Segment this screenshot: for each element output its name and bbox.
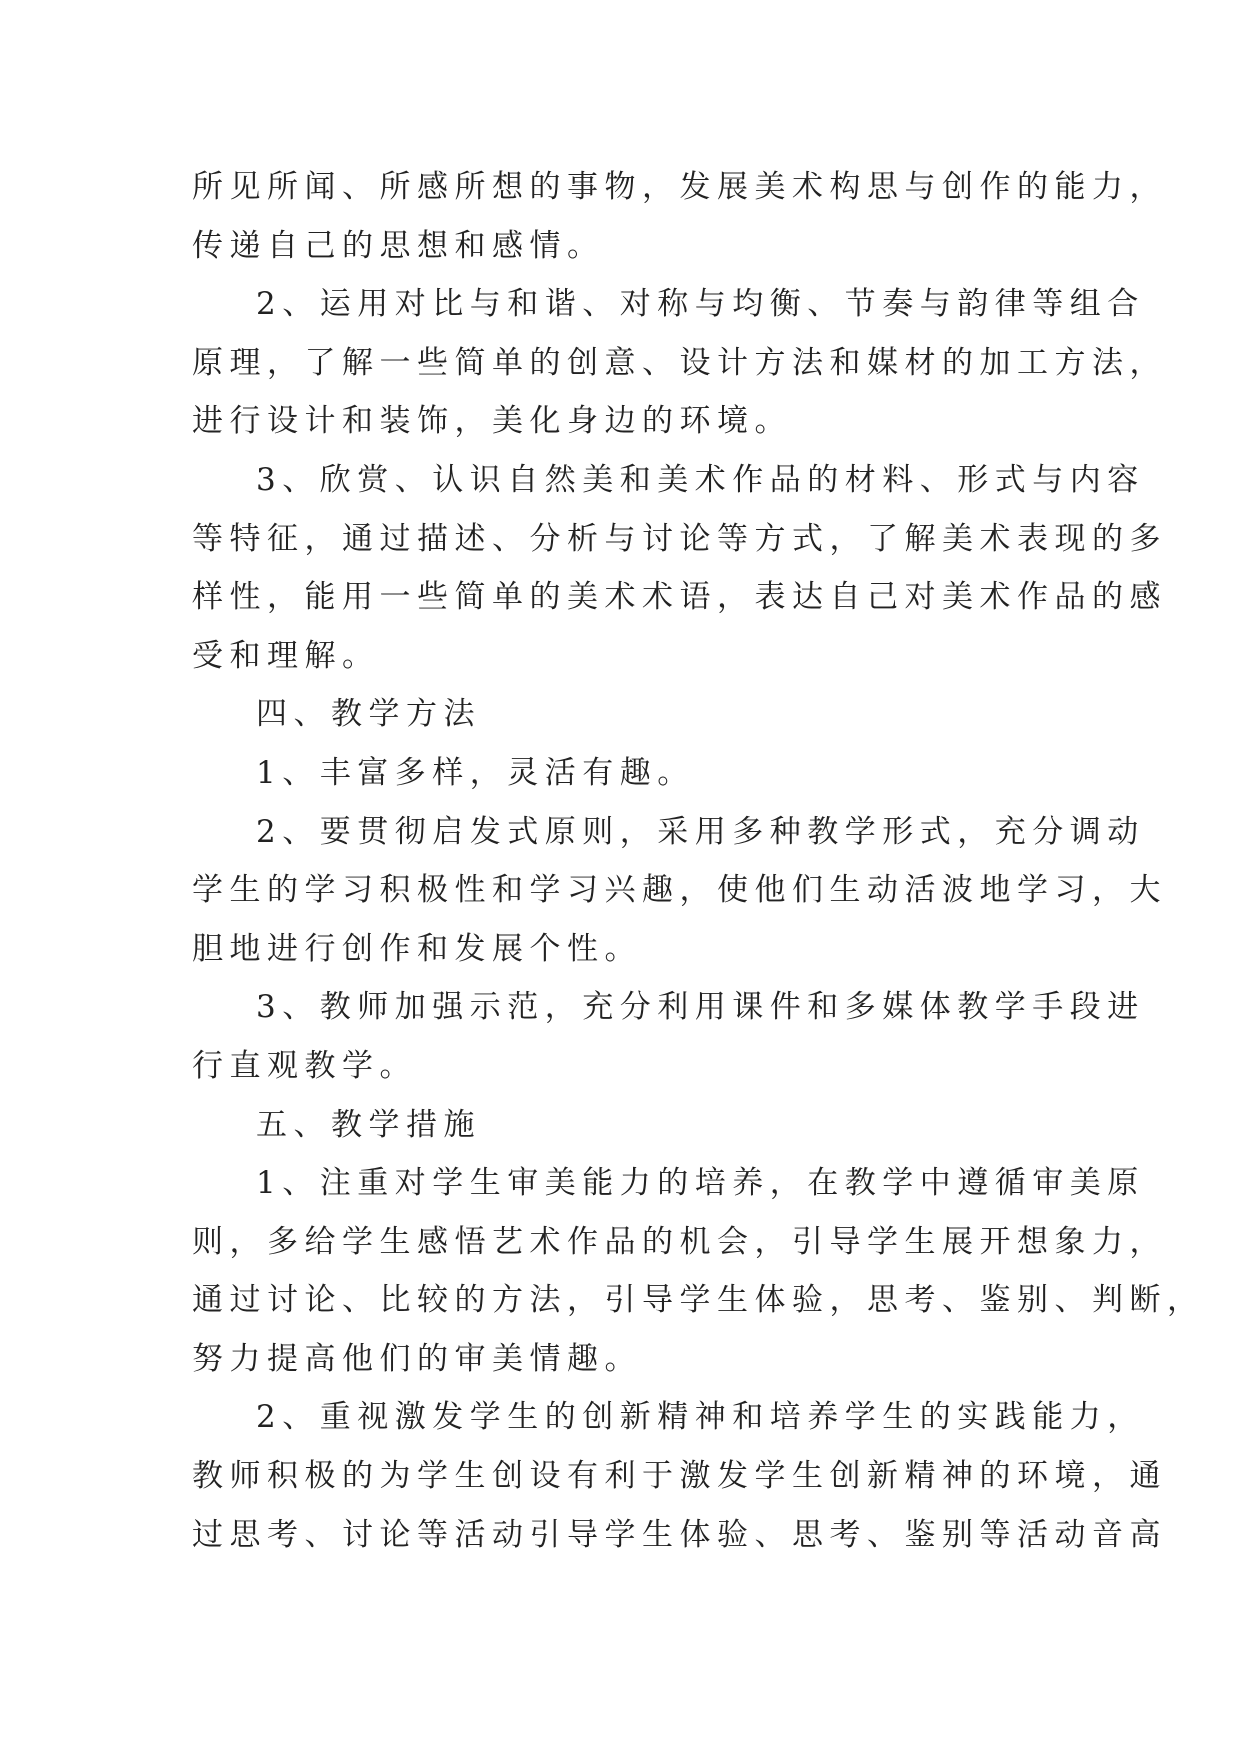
text-line: 行直观教学。 — [192, 1047, 417, 1084]
text-line: 2、重视激发学生的创新精神和培养学生的实践能力， — [256, 1399, 1145, 1436]
text-line: 进行设计和装饰，美化身边的环境。 — [192, 403, 792, 440]
text-line: 教师积极的为学生创设有利于激发学生创新精神的环境，通 — [192, 1458, 1167, 1495]
text-line: 过思考、讨论等活动引导学生体验、思考、鉴别等活动音高 — [192, 1516, 1167, 1553]
text-line: 传递自己的思想和感情。 — [192, 227, 605, 264]
text-line: 样性，能用一些简单的美术术语，表达自己对美术作品的感 — [192, 579, 1167, 616]
text-line: 原理，了解一些简单的创意、设计方法和媒材的加工方法， — [192, 344, 1167, 381]
text-line: 四、教学方法 — [256, 696, 481, 733]
text-line: 则，多给学生感悟艺术作品的机会，引导学生展开想象力， — [192, 1223, 1167, 1260]
text-line: 受和理解。 — [192, 637, 380, 674]
text-line: 3、欣赏、认识自然美和美术作品的材料、形式与内容 — [256, 461, 1145, 498]
text-line: 所见所闻、所感所想的事物，发展美术构思与创作的能力， — [192, 169, 1167, 205]
text-line: 1、丰富多样，灵活有趣。 — [256, 754, 695, 791]
text-line: 胆地进行创作和发展个性。 — [192, 930, 642, 967]
text-line: 1、注重对学生审美能力的培养，在教学中遵循审美原 — [256, 1165, 1145, 1202]
text-line: 通过讨论、比较的方法，引导学生体验，思考、鉴别、判断， — [192, 1282, 1205, 1319]
text-line: 2、要贯彻启发式原则，采用多种教学形式，充分调动 — [256, 813, 1145, 850]
text-line: 等特征，通过描述、分析与讨论等方式，了解美术表现的多 — [192, 520, 1167, 557]
text-line: 3、教师加强示范，充分利用课件和多媒体教学手段进 — [256, 989, 1145, 1026]
text-line: 2、运用对比与和谐、对称与均衡、节奏与韵律等组合 — [256, 286, 1145, 323]
text-line: 五、教学措施 — [256, 1106, 481, 1143]
document-body — [192, 158, 1205, 1564]
text-line: 学生的学习积极性和学习兴趣，使他们生动活波地学习，大 — [192, 872, 1167, 909]
text-line: 努力提高他们的审美情趣。 — [192, 1340, 642, 1377]
